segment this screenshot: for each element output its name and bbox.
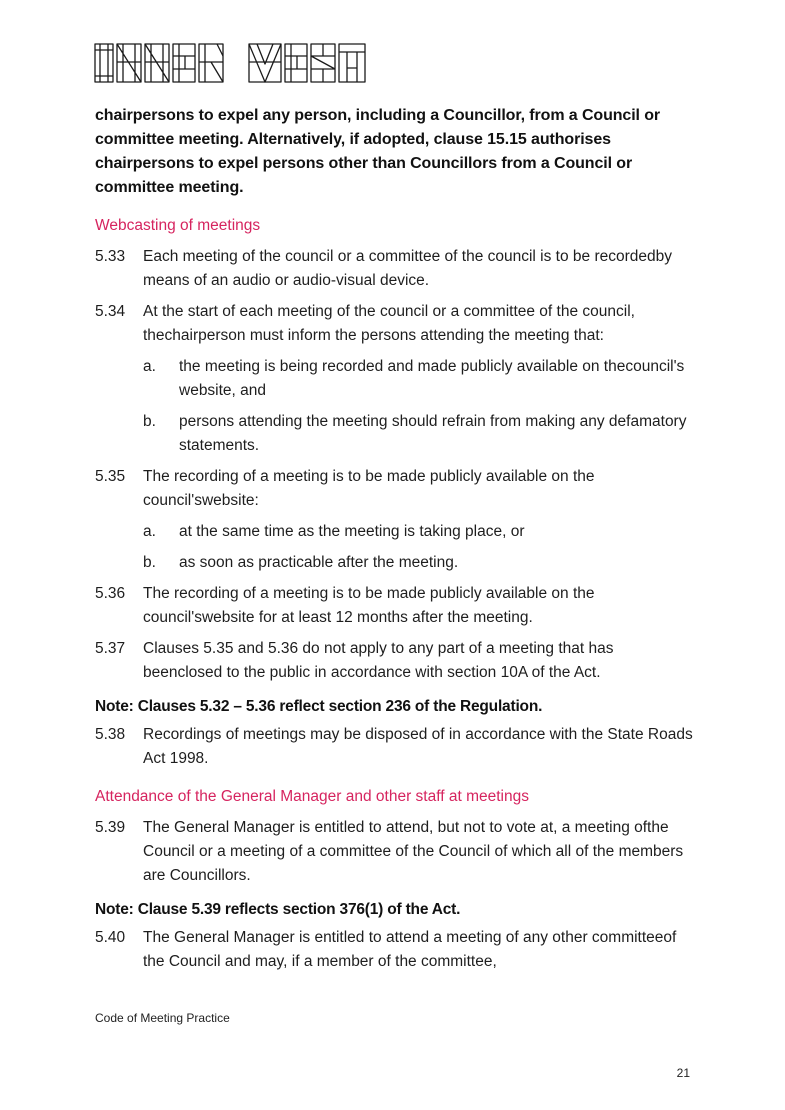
clause-number: 5.40 xyxy=(95,929,126,946)
clause-number: 5.36 xyxy=(95,585,126,602)
clause-5-39 xyxy=(95,816,695,888)
subclause-5-35-a xyxy=(95,520,695,544)
clause-5-37 xyxy=(95,637,695,685)
intro-paragraph: chairpersons to expel any person, including a Councillor, from a Council or committee meeting. Alternatively, if adopted, clause 15.15 authorises chairpersons to expel persons other than Councillors from a Council or committee meeting. xyxy=(95,107,661,196)
subclause-letter: b. xyxy=(143,554,156,571)
note-regulation-236: Note: Clauses 5.32 – 5.36 reflect section 236 of the Regulation. xyxy=(95,698,543,715)
page-number: 21 xyxy=(676,1066,690,1080)
clause-5-35 xyxy=(95,465,695,513)
clause-number: 5.38 xyxy=(95,726,126,743)
clause-number: 5.35 xyxy=(95,468,126,485)
document-body xyxy=(95,104,695,974)
subclause-5-35-b xyxy=(95,551,695,575)
clause-5-36 xyxy=(95,582,695,630)
inner-west-logo-icon xyxy=(93,42,393,84)
subclause-5-34-a xyxy=(95,355,695,403)
clause-number: 5.37 xyxy=(95,640,126,657)
clause-number: 5.39 xyxy=(95,819,126,836)
clause-5-40 xyxy=(95,926,695,974)
subclause-5-34-b xyxy=(95,410,695,458)
clause-5-33 xyxy=(95,245,695,293)
clause-text: At the start of each meeting of the council or a committee of the council, thechairperson must inform the persons attending the meeting that: xyxy=(143,303,635,344)
clause-5-38 xyxy=(95,723,695,771)
subclause-text: the meeting is being recorded and made publicly available on thecouncil's website, and xyxy=(179,358,685,399)
subclause-letter: a. xyxy=(143,358,156,375)
subclause-text: at the same time as the meeting is taking place, or xyxy=(179,523,525,540)
subclause-text: as soon as practicable after the meeting. xyxy=(179,554,459,571)
note-act-376: Note: Clause 5.39 reflects section 376(1) of the Act. xyxy=(95,901,461,918)
section-heading-attendance: Attendance of the General Manager and other staff at meetings xyxy=(95,788,529,805)
clause-number: 5.33 xyxy=(95,248,126,265)
clause-text: The General Manager is entitled to attend, but not to vote at, a meeting ofthe Council or a meeting of a committee of the Council of which all of the members are Councillors. xyxy=(143,819,684,884)
subclause-text: persons attending the meeting should refrain from making any defamatory statements. xyxy=(179,413,687,454)
clause-text: Recordings of meetings may be disposed of in accordance with the State Roads Act 1998. xyxy=(143,726,693,767)
footer-document-title: Code of Meeting Practice xyxy=(95,1011,230,1025)
clause-text: The General Manager is entitled to attend a meeting of any other committeeof the Council and may, if a member of the committee, xyxy=(143,929,677,970)
subclause-letter: b. xyxy=(143,413,156,430)
subclause-letter: a. xyxy=(143,523,156,540)
section-heading-webcasting: Webcasting of meetings xyxy=(95,217,261,234)
clause-text: Each meeting of the council or a committee of the council is to be recordedby means of an audio or audio-visual device. xyxy=(143,248,673,289)
clause-number: 5.34 xyxy=(95,303,126,320)
clause-5-34 xyxy=(95,300,695,348)
clause-text: The recording of a meeting is to be made publicly available on the council'swebsite: xyxy=(143,468,595,509)
clause-text: Clauses 5.35 and 5.36 do not apply to any part of a meeting that has beenclosed to the public in accordance with section 10A of the Act. xyxy=(143,640,614,681)
clause-text: The recording of a meeting is to be made publicly available on the council'swebsite for at least 12 months after the meeting. xyxy=(143,585,595,626)
